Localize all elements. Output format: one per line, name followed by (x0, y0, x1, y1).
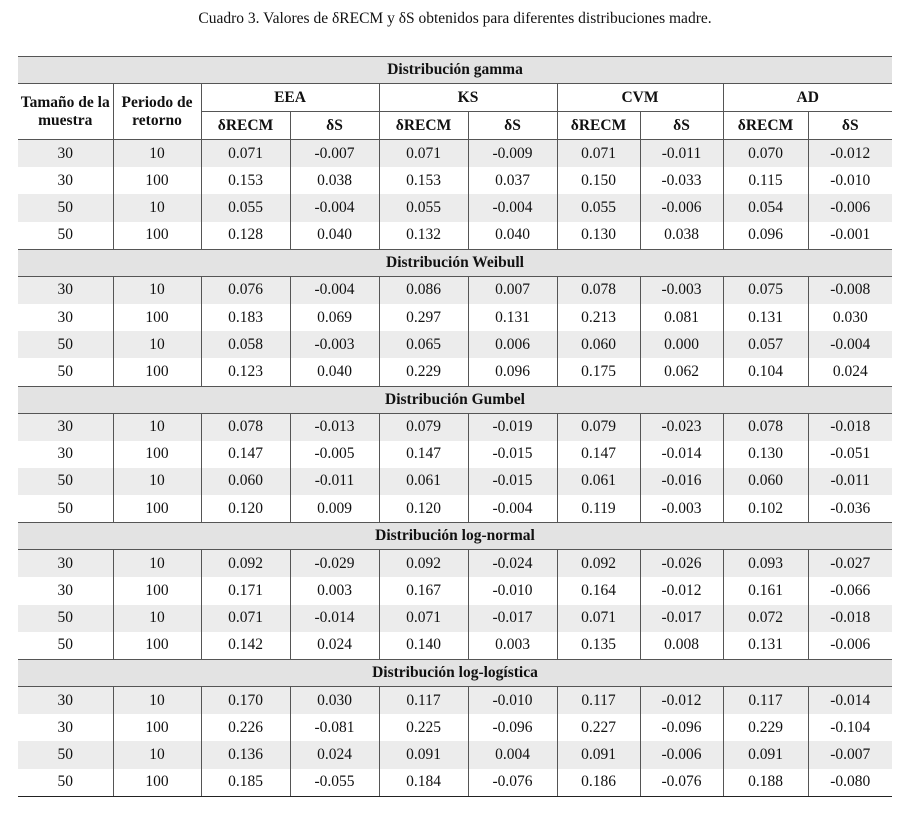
section-title-row (18, 57, 892, 84)
sample-size-cell: 50 (18, 194, 113, 221)
table-row (18, 413, 892, 441)
table-row (18, 331, 892, 358)
value-cell: -0.011 (808, 468, 892, 495)
value-cell: 0.092 (379, 550, 468, 578)
value-cell: -0.010 (808, 167, 892, 194)
value-cell: 0.135 (557, 632, 640, 660)
value-cell: 0.123 (201, 358, 290, 386)
value-cell: 0.038 (290, 167, 379, 194)
value-cell: -0.014 (808, 687, 892, 715)
sample-size-cell: 50 (57, 362, 73, 380)
metric-header: δRECM (557, 112, 640, 140)
value-cell: -0.014 (290, 605, 379, 632)
value-cell: 0.003 (290, 577, 379, 604)
return-period-cell: 10 (113, 331, 201, 358)
value-cell: 0.131 (723, 632, 808, 660)
value-cell: -0.013 (290, 413, 379, 441)
results-table (18, 56, 892, 797)
value-cell: 0.071 (201, 140, 290, 168)
value-cell: 0.147 (557, 441, 640, 468)
section-title: Distribución Weibull (18, 249, 892, 276)
value-cell: 0.153 (379, 167, 468, 194)
value-cell: -0.023 (640, 413, 723, 441)
value-cell: 0.225 (379, 714, 468, 741)
value-cell: -0.081 (290, 714, 379, 741)
test-group-header: AD (723, 84, 892, 112)
value-cell: -0.006 (640, 741, 723, 768)
section-title-row (18, 660, 892, 687)
value-cell: -0.012 (640, 687, 723, 715)
sample-size-cell: 30 (57, 582, 73, 600)
value-cell: -0.027 (808, 550, 892, 578)
value-cell: -0.036 (808, 495, 892, 523)
value-cell: 0.130 (557, 222, 640, 250)
value-cell: -0.004 (468, 194, 557, 221)
value-cell: -0.018 (808, 413, 892, 441)
value-cell: -0.017 (640, 605, 723, 632)
value-cell: -0.014 (640, 441, 723, 468)
value-cell: -0.010 (468, 577, 557, 604)
return-period-cell: 100 (113, 304, 201, 331)
table-row (18, 687, 892, 715)
value-cell: 0.140 (379, 632, 468, 660)
return-period-cell: 10 (113, 276, 201, 304)
sample-size-cell: 30 (18, 276, 113, 304)
value-cell: 0.030 (808, 304, 892, 331)
value-cell: -0.006 (808, 194, 892, 221)
sample-size-cell: 50 (57, 636, 73, 654)
value-cell: 0.226 (201, 714, 290, 741)
value-cell: 0.213 (557, 304, 640, 331)
metric-header: δS (808, 112, 892, 140)
return-period-cell: 100 (113, 714, 201, 741)
value-cell: -0.011 (290, 468, 379, 495)
value-cell: 0.055 (201, 194, 290, 221)
value-cell: 0.054 (723, 194, 808, 221)
value-cell: 0.175 (557, 358, 640, 386)
value-cell: 0.055 (379, 194, 468, 221)
value-cell: -0.004 (290, 194, 379, 221)
value-cell: -0.018 (808, 605, 892, 632)
value-cell: 0.060 (723, 468, 808, 495)
value-cell: -0.006 (808, 632, 892, 660)
value-cell: 0.040 (468, 222, 557, 250)
value-cell: 0.153 (201, 167, 290, 194)
value-cell: 0.227 (557, 714, 640, 741)
value-cell: 0.171 (201, 577, 290, 604)
return-period-cell: 100 (113, 441, 201, 468)
table-row (18, 550, 892, 578)
value-cell: 0.120 (201, 495, 290, 523)
table-row (18, 605, 892, 632)
sample-size-cell: 30 (57, 308, 73, 326)
table-row (18, 358, 892, 386)
value-cell: 0.070 (723, 140, 808, 168)
return-period-cell: 100 (113, 222, 201, 250)
metric-header: δRECM (201, 112, 290, 140)
sample-size-cell: 30 (18, 687, 113, 715)
header-row-groups (18, 84, 892, 112)
value-cell: 0.072 (723, 605, 808, 632)
value-cell: 0.117 (557, 687, 640, 715)
metric-header: δS (640, 112, 723, 140)
table-row (18, 167, 892, 194)
value-cell: 0.009 (290, 495, 379, 523)
value-cell: 0.071 (201, 605, 290, 632)
value-cell: 0.091 (379, 741, 468, 768)
table-row (18, 632, 892, 660)
sample-size-header: Tamaño de la muestra (18, 84, 113, 140)
value-cell: 0.297 (379, 304, 468, 331)
value-cell: 0.147 (201, 441, 290, 468)
value-cell: 0.075 (723, 276, 808, 304)
value-cell: 0.096 (468, 358, 557, 386)
value-cell: 0.065 (379, 331, 468, 358)
value-cell: 0.078 (557, 276, 640, 304)
metric-header: δRECM (379, 112, 468, 140)
value-cell: 0.079 (557, 413, 640, 441)
value-cell: 0.069 (290, 304, 379, 331)
value-cell: 0.030 (290, 687, 379, 715)
value-cell: 0.060 (201, 468, 290, 495)
value-cell: 0.006 (468, 331, 557, 358)
value-cell: 0.003 (468, 632, 557, 660)
return-period-cell: 100 (113, 358, 201, 386)
value-cell: 0.057 (723, 331, 808, 358)
value-cell: 0.091 (557, 741, 640, 768)
return-period-cell: 100 (113, 577, 201, 604)
value-cell: 0.008 (640, 632, 723, 660)
sample-size-cell: 30 (18, 140, 113, 168)
return-period-header: Periodo de retorno (113, 84, 201, 140)
value-cell: -0.003 (290, 331, 379, 358)
sample-size-cell: 50 (18, 741, 113, 768)
table-row (18, 276, 892, 304)
value-cell: -0.004 (808, 331, 892, 358)
value-cell: -0.033 (640, 167, 723, 194)
value-cell: 0.128 (201, 222, 290, 250)
return-period-cell: 10 (113, 605, 201, 632)
sample-size-cell: 30 (57, 445, 73, 463)
return-period-cell: 10 (113, 741, 201, 768)
value-cell: 0.040 (290, 222, 379, 250)
value-cell: -0.051 (808, 441, 892, 468)
value-cell: 0.130 (723, 441, 808, 468)
value-cell: -0.010 (468, 687, 557, 715)
value-cell: 0.071 (379, 605, 468, 632)
return-period-cell: 10 (113, 468, 201, 495)
sample-size-cell: 50 (18, 605, 113, 632)
sample-size-cell: 30 (18, 413, 113, 441)
value-cell: 0.136 (201, 741, 290, 768)
metric-header: δS (290, 112, 379, 140)
value-cell: -0.024 (468, 550, 557, 578)
test-group-header: EEA (201, 84, 379, 112)
sample-size-cell: 30 (57, 171, 73, 189)
return-period-cell: 100 (113, 632, 201, 660)
value-cell: 0.229 (723, 714, 808, 741)
value-cell: 0.117 (723, 687, 808, 715)
value-cell: -0.080 (808, 769, 892, 797)
table-caption: Cuadro 3. Valores de δRECM y δS obtenidos para diferentes distribuciones madre. (198, 10, 712, 27)
value-cell: 0.024 (808, 358, 892, 386)
value-cell: 0.104 (723, 358, 808, 386)
value-cell: 0.000 (640, 331, 723, 358)
test-group-header: CVM (557, 84, 723, 112)
value-cell: 0.164 (557, 577, 640, 604)
value-cell: 0.079 (379, 413, 468, 441)
table-row (18, 741, 892, 768)
value-cell: -0.009 (468, 140, 557, 168)
value-cell: -0.012 (640, 577, 723, 604)
value-cell: -0.006 (640, 194, 723, 221)
return-period-cell: 10 (113, 194, 201, 221)
value-cell: -0.104 (808, 714, 892, 741)
sample-size-cell: 30 (57, 718, 73, 736)
sample-size-cell: 50 (18, 331, 113, 358)
value-cell: 0.037 (468, 167, 557, 194)
sample-size-cell: 50 (57, 226, 73, 244)
value-cell: -0.005 (290, 441, 379, 468)
table-row (18, 714, 892, 741)
value-cell: 0.120 (379, 495, 468, 523)
table-row (18, 468, 892, 495)
value-cell: 0.038 (640, 222, 723, 250)
return-period-cell: 100 (113, 167, 201, 194)
value-cell: -0.001 (808, 222, 892, 250)
section-title: Distribución Gumbel (18, 386, 892, 413)
value-cell: 0.062 (640, 358, 723, 386)
value-cell: 0.093 (723, 550, 808, 578)
value-cell: 0.096 (723, 222, 808, 250)
value-cell: 0.119 (557, 495, 640, 523)
sample-size-cell: 30 (18, 550, 113, 578)
section-title-row (18, 249, 892, 276)
value-cell: 0.071 (557, 140, 640, 168)
value-cell: -0.015 (468, 441, 557, 468)
value-cell: 0.147 (379, 441, 468, 468)
value-cell: -0.076 (640, 769, 723, 797)
table-row (18, 194, 892, 221)
value-cell: 0.091 (723, 741, 808, 768)
value-cell: 0.186 (557, 769, 640, 797)
section-title: Distribución log-normal (18, 523, 892, 550)
value-cell: -0.019 (468, 413, 557, 441)
return-period-cell: 10 (113, 413, 201, 441)
value-cell: 0.024 (290, 741, 379, 768)
metric-header: δS (468, 112, 557, 140)
metric-header: δRECM (723, 112, 808, 140)
table-row (18, 495, 892, 523)
table-row (18, 140, 892, 168)
return-period-cell: 10 (113, 550, 201, 578)
value-cell: -0.096 (468, 714, 557, 741)
value-cell: -0.016 (640, 468, 723, 495)
value-cell: -0.003 (640, 276, 723, 304)
value-cell: 0.061 (557, 468, 640, 495)
section-title-row (18, 386, 892, 413)
value-cell: 0.188 (723, 769, 808, 797)
value-cell: -0.029 (290, 550, 379, 578)
value-cell: 0.078 (201, 413, 290, 441)
section-title-row (18, 523, 892, 550)
value-cell: -0.015 (468, 468, 557, 495)
value-cell: 0.117 (379, 687, 468, 715)
return-period-cell: 10 (113, 140, 201, 168)
value-cell: -0.066 (808, 577, 892, 604)
table-body (18, 57, 892, 797)
return-period-cell: 100 (113, 769, 201, 797)
value-cell: 0.131 (468, 304, 557, 331)
value-cell: -0.004 (468, 495, 557, 523)
value-cell: -0.012 (808, 140, 892, 168)
sample-size-cell: 50 (18, 769, 113, 797)
value-cell: -0.055 (290, 769, 379, 797)
value-cell: 0.185 (201, 769, 290, 797)
value-cell: -0.011 (640, 140, 723, 168)
value-cell: 0.132 (379, 222, 468, 250)
return-period-cell: 100 (113, 495, 201, 523)
value-cell: 0.058 (201, 331, 290, 358)
table-row (18, 769, 892, 797)
table-row (18, 222, 892, 250)
value-cell: 0.131 (723, 304, 808, 331)
value-cell: 0.170 (201, 687, 290, 715)
value-cell: 0.060 (557, 331, 640, 358)
value-cell: 0.024 (290, 632, 379, 660)
value-cell: 0.092 (557, 550, 640, 578)
sample-size-cell: 50 (18, 468, 113, 495)
value-cell: 0.071 (379, 140, 468, 168)
table-row (18, 304, 892, 331)
section-title: Distribución log-logística (18, 660, 892, 687)
value-cell: 0.004 (468, 741, 557, 768)
value-cell: 0.229 (379, 358, 468, 386)
value-cell: -0.008 (808, 276, 892, 304)
value-cell: -0.026 (640, 550, 723, 578)
value-cell: 0.055 (557, 194, 640, 221)
value-cell: -0.096 (640, 714, 723, 741)
value-cell: -0.076 (468, 769, 557, 797)
value-cell: 0.092 (201, 550, 290, 578)
value-cell: 0.078 (723, 413, 808, 441)
value-cell: -0.003 (640, 495, 723, 523)
value-cell: 0.183 (201, 304, 290, 331)
value-cell: -0.004 (290, 276, 379, 304)
value-cell: 0.076 (201, 276, 290, 304)
value-cell: 0.115 (723, 167, 808, 194)
value-cell: 0.167 (379, 577, 468, 604)
sample-size-cell: 50 (57, 499, 73, 517)
value-cell: -0.007 (290, 140, 379, 168)
value-cell: 0.150 (557, 167, 640, 194)
test-group-header: KS (379, 84, 557, 112)
value-cell: -0.007 (808, 741, 892, 768)
section-title: Distribución gamma (18, 57, 892, 84)
value-cell: 0.007 (468, 276, 557, 304)
value-cell: 0.071 (557, 605, 640, 632)
value-cell: 0.061 (379, 468, 468, 495)
value-cell: 0.161 (723, 577, 808, 604)
value-cell: 0.142 (201, 632, 290, 660)
value-cell: 0.102 (723, 495, 808, 523)
table-row (18, 441, 892, 468)
table-row (18, 577, 892, 604)
value-cell: 0.081 (640, 304, 723, 331)
value-cell: 0.184 (379, 769, 468, 797)
value-cell: 0.040 (290, 358, 379, 386)
value-cell: 0.086 (379, 276, 468, 304)
value-cell: -0.017 (468, 605, 557, 632)
return-period-cell: 10 (113, 687, 201, 715)
